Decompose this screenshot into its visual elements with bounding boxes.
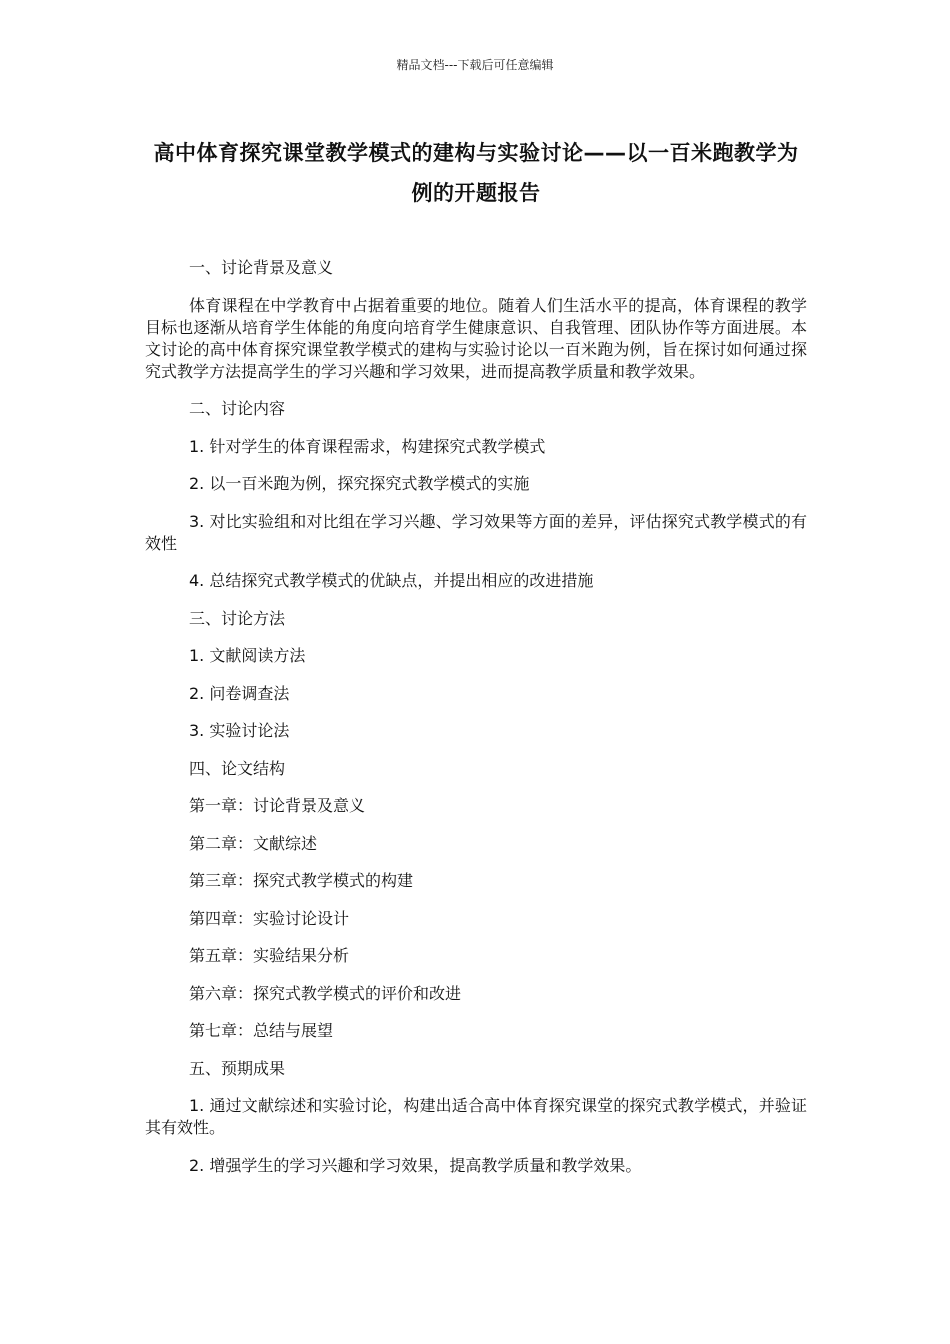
chapter-item: 第二章：文献综述 [189,833,318,853]
document-title: 高中体育探究课堂教学模式的建构与实验讨论——以一百米跑教学为例的开题报告 [153,141,799,205]
list-item: 2. 增强学生的学习兴趣和学习效果，提高教学质量和教学效果。 [189,1155,642,1175]
section-heading-content: 二、讨论内容 [189,399,286,418]
chapter-item: 第五章：实验结果分析 [189,946,350,965]
list-item: 3. 实验讨论法 [189,721,290,740]
list-item: 1. 通过文献综述和实验讨论，构建出适合高中体育探究课堂的探究式教学模式，并验证其有效性。 [145,1096,807,1137]
chapter-item: 第三章：探究式教学模式的构建 [189,871,414,890]
chapter-item: 第一章：讨论背景及意义 [189,796,366,815]
section-heading-background: 一、讨论背景及意义 [189,258,334,277]
section-heading-outcomes: 五、预期成果 [189,1058,286,1078]
list-item: 2. 以一百米跑为例，探究探究式教学模式的实施 [189,474,530,493]
list-item: 3. 对比实验组和对比组在学习兴趣、学习效果等方面的差异，评估探究式教学模式的有效性 [145,511,807,553]
document-body [145,257,807,1192]
page-header: 精品文档---下载后可任意编辑 [396,58,554,72]
chapter-item: 第七章：总结与展望 [189,1021,334,1040]
paragraph-background: 体育课程在中学教育中占据着重要的地位。随着人们生活水平的提高，体育课程的教学目标也逐渐从培育学生体能的角度向培育学生健康意识、自我管理、团队协作等方面进展。本文讨论的高中体育探究课堂教学模式的建构与实验讨论以一百米跑为例，旨在探讨如何通过探究式教学方法提高学生的学习兴趣和学习效果，进而提高教学质量和教学效果。 [145,295,807,381]
list-item: 1. 针对学生的体育课程需求，构建探究式教学模式 [189,436,546,456]
list-item: 2. 问卷调查法 [189,683,290,703]
chapter-item: 第四章：实验讨论设计 [189,908,350,928]
list-item: 1. 文献阅读方法 [189,646,306,665]
chapter-item: 第六章：探究式教学模式的评价和改进 [189,983,462,1003]
list-item: 4. 总结探究式教学模式的优缺点，并提出相应的改进措施 [189,571,594,590]
section-heading-structure: 四、论文结构 [189,758,286,778]
section-heading-methods: 三、讨论方法 [189,608,286,628]
